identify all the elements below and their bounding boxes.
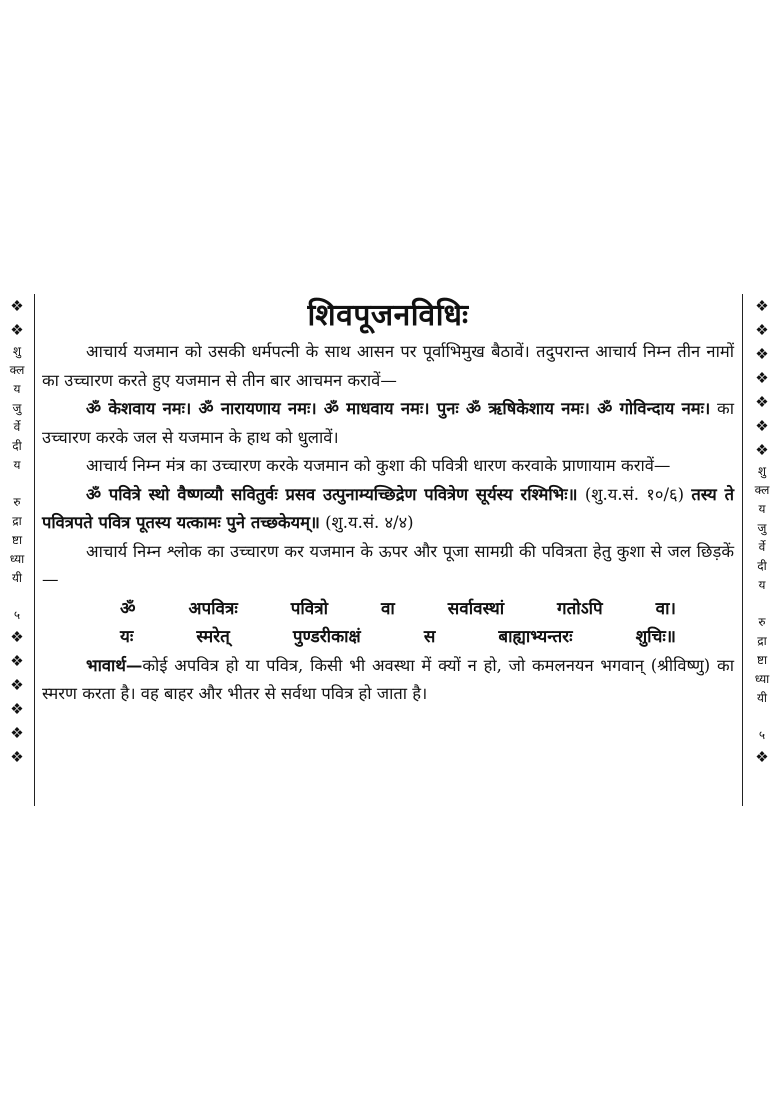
- verse-word: बाह्याभ्यन्तरः: [498, 627, 573, 647]
- right-margin-ornaments: [747, 294, 777, 806]
- ornament-icon: ❖: [10, 700, 24, 718]
- verse-word: शुचिः॥: [635, 627, 676, 647]
- verse-word: ॐ: [120, 598, 136, 619]
- margin-syllable: य: [13, 382, 21, 396]
- ornament-icon: ❖: [755, 345, 769, 363]
- verse-word: वा।: [655, 598, 676, 619]
- mantra-text: ॐ पवित्रे स्थो वैष्णव्यौ सवितुर्वः प्रसव उत्पुनाम्यच्छिद्रेण पवित्रेण सूर्यस्य रश्मिभिः॥: [86, 484, 578, 504]
- left-margin-ornaments: [2, 294, 32, 806]
- margin-syllable: शु: [757, 464, 767, 478]
- margin-syllable: शु: [12, 344, 22, 358]
- verse-line-1: [42, 595, 734, 624]
- verse-word: पुण्डरीकाक्षं: [292, 627, 361, 647]
- margin-syllable: र्वे: [13, 420, 21, 434]
- margin-syllable: द्रा: [12, 514, 22, 528]
- margin-syllable: यी: [11, 571, 23, 585]
- meaning-label: भावार्थ—: [86, 655, 143, 675]
- margin-syllable: ध्या: [9, 552, 25, 566]
- ornament-icon: ❖: [10, 676, 24, 694]
- paragraph-meaning: [42, 652, 734, 709]
- paragraph-instruction-1: आचार्य यजमान को उसकी धर्मपत्नी के साथ आसन पर पूर्वाभिमुख बैठावें। तदुपरान्त आचार्य निम्न तीन नामों का उच्चारण करते हुए यजमान से तीन बार आचमन करावें—: [42, 342, 734, 390]
- margin-syllable: दी: [12, 439, 22, 453]
- margin-syllable: र्वे: [758, 540, 766, 554]
- instruction-text: का उच्चारण करके जल से यजमान के हाथ को धुलावें।: [42, 399, 734, 447]
- paragraph-instruction-2: आचार्य निम्न मंत्र का उच्चारण करके यजमान को कुशा की पवित्री धारण करवाके प्राणायाम करावें—: [86, 456, 671, 475]
- page-title: शिवपूजनविधिः: [307, 298, 469, 333]
- margin-syllable: जु: [757, 521, 767, 535]
- verse-word: स: [423, 627, 436, 647]
- left-vertical-rule: [34, 294, 35, 806]
- margin-page-number: ५: [758, 728, 766, 742]
- ornament-icon: ❖: [755, 321, 769, 339]
- margin-syllable: दी: [757, 559, 767, 573]
- meaning-text: कोई अपवित्र हो या पवित्र, किसी भी अवस्था में क्यों न हो, जो कमलनयन भगवान् (श्रीविष्णु) का स्मरण करता है। वह बाहर और भीतर से सर्वथा पवित्र हो जाता है।: [42, 655, 734, 703]
- book-page: [0, 286, 780, 806]
- margin-syllable: रु: [758, 615, 766, 629]
- right-vertical-rule: [742, 294, 743, 806]
- margin-syllable: य: [13, 458, 21, 472]
- margin-syllable: द्रा: [757, 634, 767, 648]
- paragraph-pavitri-mantra: [42, 481, 734, 538]
- margin-syllable: ष्टा: [756, 653, 768, 667]
- reference-text: (शु.य.सं. ४/४): [319, 513, 414, 532]
- ornament-icon: ❖: [10, 652, 24, 670]
- margin-syllable: रु: [13, 495, 21, 509]
- ornament-icon: ❖: [755, 297, 769, 315]
- page-content: [42, 294, 734, 709]
- ornament-icon: ❖: [755, 369, 769, 387]
- mantra-text: ॐ केशवाय नमः। ॐ नारायणाय नमः। ॐ माधवाय नमः। पुनः ॐ ऋषिकेशाय नमः। ॐ गोविन्दाय नमः।: [86, 399, 711, 418]
- verse-word: गतोऽपि: [557, 598, 603, 619]
- verse-word: पवित्रो: [290, 598, 329, 619]
- ornament-icon: ❖: [10, 297, 24, 315]
- margin-syllable: ध्या: [754, 672, 770, 686]
- ornament-icon: ❖: [10, 628, 24, 646]
- margin-syllable: जु: [12, 401, 22, 415]
- reference-text: (शु.य.सं. १०/६): [577, 484, 692, 504]
- ornament-icon: ❖: [10, 748, 24, 766]
- margin-syllable: यी: [756, 691, 768, 705]
- mantra-text: तस्य ते पवित्रपते पवित्र पूतस्य यत्कामः पुने तच्छकेयम्॥: [42, 484, 734, 532]
- margin-syllable: क्ल: [754, 483, 770, 497]
- paragraph-instruction-3: आचार्य निम्न श्लोक का उच्चारण कर यजमान के ऊपर और पूजा सामग्री की पवित्रता हेतु कुशा से जल छिड़कें—: [42, 541, 734, 589]
- ornament-icon: ❖: [10, 724, 24, 742]
- ornament-icon: ❖: [755, 748, 769, 766]
- margin-page-number: ५: [13, 608, 21, 622]
- ornament-icon: ❖: [755, 441, 769, 459]
- ornament-icon: ❖: [10, 321, 24, 339]
- verse-word: सर्वावस्थां: [447, 598, 505, 619]
- verse-word: अपवित्रः: [188, 598, 238, 619]
- ornament-icon: ❖: [755, 417, 769, 435]
- verse-word: वा: [380, 598, 395, 619]
- paragraph-achaman-mantra: [42, 395, 734, 452]
- margin-syllable: य: [758, 578, 766, 592]
- verse-word: स्मरेत्: [196, 627, 230, 647]
- verse-word: यः: [120, 627, 134, 647]
- margin-syllable: ष्टा: [11, 533, 23, 547]
- margin-syllable: य: [758, 502, 766, 516]
- verse-line-2: [42, 623, 734, 652]
- margin-syllable: क्ल: [9, 363, 25, 377]
- ornament-icon: ❖: [755, 393, 769, 411]
